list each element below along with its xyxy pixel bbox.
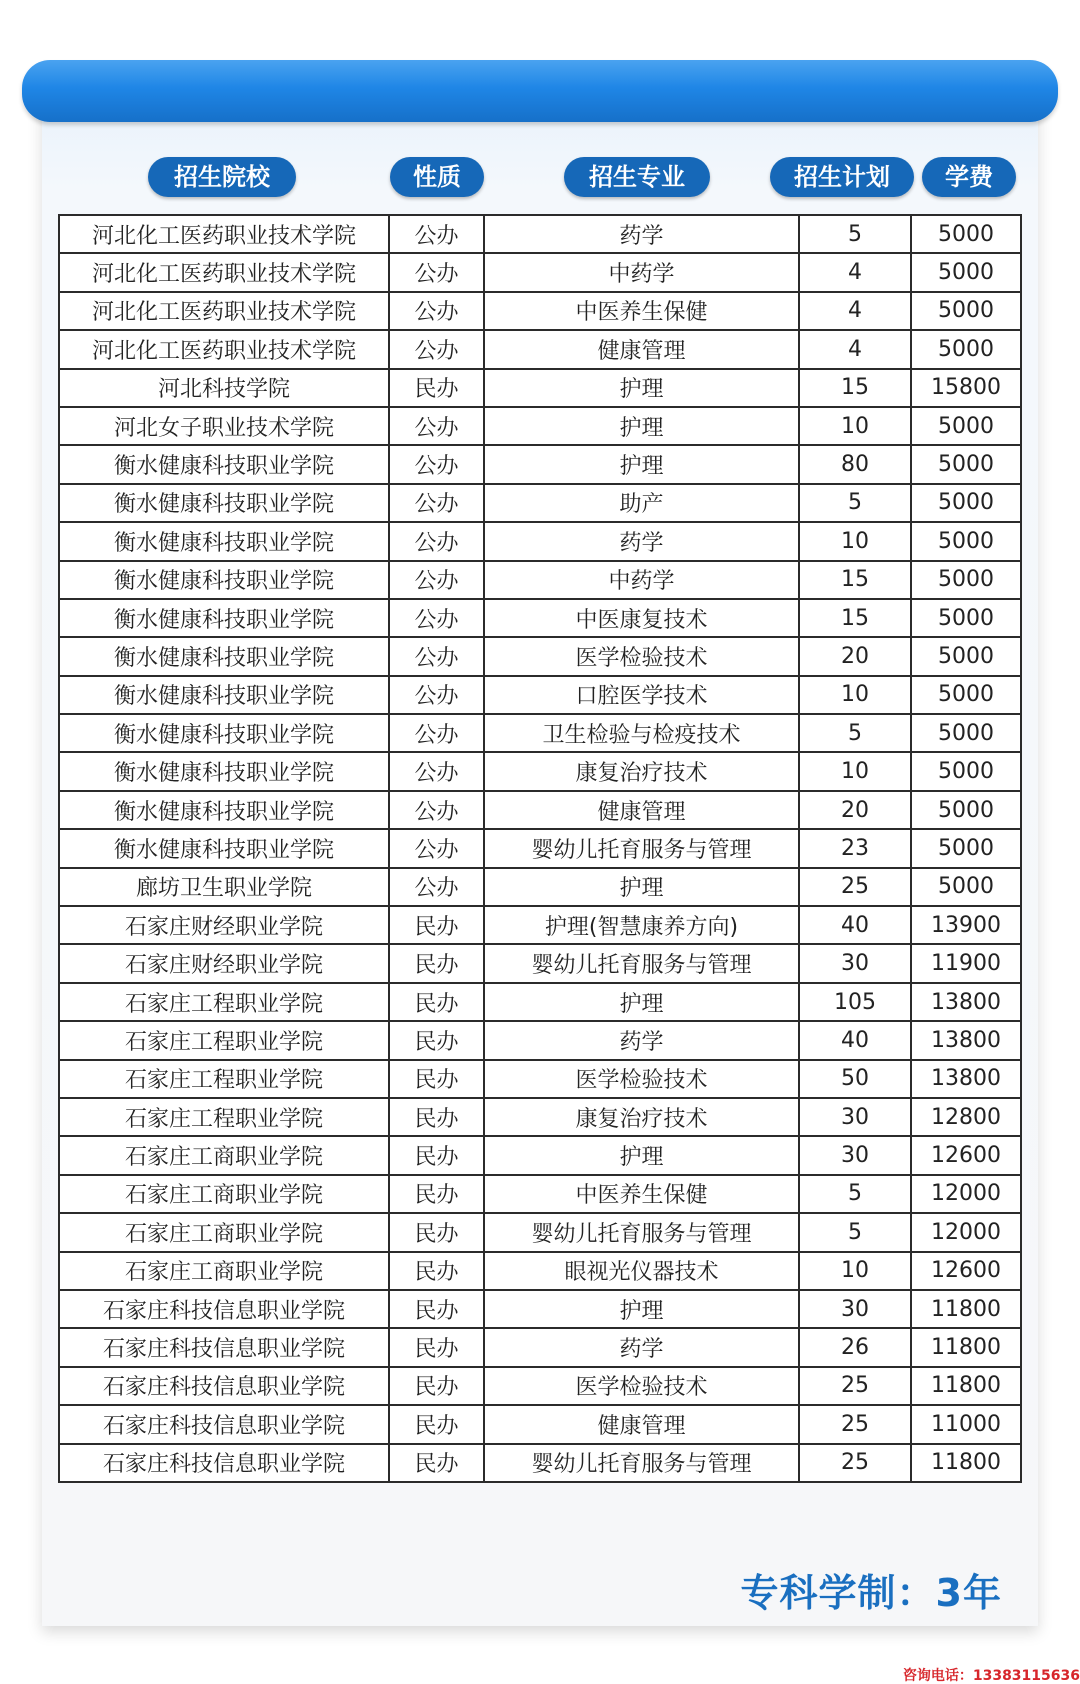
cell-fee: 5000 [911,407,1021,445]
cell-major: 中医养生保健 [484,292,799,330]
cell-type: 公办 [389,215,484,253]
program-duration-note: 专科学制：3年 [740,1571,1002,1615]
cell-fee: 12600 [911,1252,1021,1290]
cell-school: 衡水健康科技职业学院 [59,445,389,483]
cell-plan: 30 [799,1136,911,1174]
cell-type: 民办 [389,1175,484,1213]
cell-type: 民办 [389,369,484,407]
top-banner-bar [22,60,1058,122]
cell-plan: 30 [799,1098,911,1136]
cell-fee: 11800 [911,1367,1021,1405]
table-row [59,599,1021,637]
cell-fee: 5000 [911,292,1021,330]
cell-plan: 20 [799,791,911,829]
table-row [59,983,1021,1021]
cell-type: 公办 [389,253,484,291]
cell-plan: 10 [799,407,911,445]
cell-fee: 13800 [911,1021,1021,1059]
cell-plan: 15 [799,561,911,599]
enrollment-table-body [59,215,1021,1482]
cell-plan: 5 [799,215,911,253]
table-row [59,1060,1021,1098]
contact-phone-watermark: 咨询电话：13383115636 [902,1668,1080,1684]
header-fee: 学费 [922,157,1016,197]
cell-fee: 12800 [911,1098,1021,1136]
cell-school: 石家庄工商职业学院 [59,1175,389,1213]
cell-school: 石家庄工程职业学院 [59,983,389,1021]
cell-type: 民办 [389,1098,484,1136]
cell-plan: 50 [799,1060,911,1098]
cell-plan: 15 [799,369,911,407]
cell-plan: 105 [799,983,911,1021]
cell-school: 石家庄财经职业学院 [59,906,389,944]
cell-fee: 5000 [911,599,1021,637]
cell-fee: 11900 [911,944,1021,982]
cell-major: 婴幼儿托育服务与管理 [484,1213,799,1251]
cell-type: 公办 [389,791,484,829]
cell-school: 衡水健康科技职业学院 [59,791,389,829]
cell-major: 婴幼儿托育服务与管理 [484,829,799,867]
cell-plan: 5 [799,484,911,522]
cell-major: 中医养生保健 [484,1175,799,1213]
cell-major: 健康管理 [484,330,799,368]
cell-major: 护理 [484,445,799,483]
cell-type: 公办 [389,330,484,368]
cell-school: 石家庄工商职业学院 [59,1213,389,1251]
cell-school: 河北化工医药职业技术学院 [59,215,389,253]
cell-type: 民办 [389,906,484,944]
cell-school: 衡水健康科技职业学院 [59,484,389,522]
table-row [59,1252,1021,1290]
table-row [59,1021,1021,1059]
cell-school: 河北女子职业技术学院 [59,407,389,445]
cell-plan: 10 [799,752,911,790]
cell-type: 公办 [389,752,484,790]
cell-school: 廊坊卫生职业学院 [59,868,389,906]
cell-fee: 5000 [911,637,1021,675]
cell-type: 公办 [389,407,484,445]
cell-major: 医学检验技术 [484,1060,799,1098]
cell-type: 公办 [389,714,484,752]
cell-fee: 5000 [911,868,1021,906]
cell-type: 公办 [389,599,484,637]
cell-major: 护理 [484,407,799,445]
cell-type: 民办 [389,1328,484,1366]
cell-type: 民办 [389,1405,484,1443]
cell-fee: 13800 [911,1060,1021,1098]
cell-school: 石家庄工程职业学院 [59,1060,389,1098]
cell-major: 药学 [484,215,799,253]
cell-school: 衡水健康科技职业学院 [59,752,389,790]
table-row [59,868,1021,906]
cell-major: 药学 [484,1328,799,1366]
cell-fee: 5000 [911,829,1021,867]
cell-fee: 13800 [911,983,1021,1021]
cell-school: 石家庄工程职业学院 [59,1021,389,1059]
table-row [59,407,1021,445]
cell-type: 民办 [389,1367,484,1405]
table-row [59,752,1021,790]
cell-school: 衡水健康科技职业学院 [59,829,389,867]
table-row [59,561,1021,599]
cell-plan: 40 [799,906,911,944]
cell-fee: 11800 [911,1290,1021,1328]
cell-fee: 5000 [911,522,1021,560]
cell-school: 石家庄科技信息职业学院 [59,1328,389,1366]
cell-type: 公办 [389,292,484,330]
table-row [59,292,1021,330]
table-row [59,1098,1021,1136]
table-row [59,369,1021,407]
cell-type: 公办 [389,637,484,675]
table-row [59,215,1021,253]
cell-major: 婴幼儿托育服务与管理 [484,944,799,982]
cell-fee: 5000 [911,484,1021,522]
table-row [59,253,1021,291]
cell-plan: 4 [799,292,911,330]
table-row [59,637,1021,675]
cell-school: 衡水健康科技职业学院 [59,599,389,637]
cell-fee: 5000 [911,445,1021,483]
cell-plan: 30 [799,1290,911,1328]
table-row [59,1290,1021,1328]
cell-school: 衡水健康科技职业学院 [59,637,389,675]
table-row [59,944,1021,982]
cell-type: 公办 [389,829,484,867]
table-row [59,484,1021,522]
cell-major: 护理 [484,868,799,906]
table-row [59,791,1021,829]
table-row [59,1328,1021,1366]
cell-fee: 12000 [911,1213,1021,1251]
cell-type: 公办 [389,676,484,714]
cell-major: 健康管理 [484,1405,799,1443]
cell-plan: 5 [799,1175,911,1213]
cell-school: 衡水健康科技职业学院 [59,714,389,752]
cell-plan: 25 [799,1405,911,1443]
cell-type: 民办 [389,944,484,982]
header-plan: 招生计划 [770,157,914,197]
cell-plan: 10 [799,1252,911,1290]
cell-school: 石家庄科技信息职业学院 [59,1367,389,1405]
table-row [59,1367,1021,1405]
cell-type: 民办 [389,1444,484,1482]
cell-major: 护理 [484,1290,799,1328]
cell-plan: 10 [799,522,911,560]
cell-school: 衡水健康科技职业学院 [59,522,389,560]
cell-major: 康复治疗技术 [484,752,799,790]
cell-plan: 15 [799,599,911,637]
cell-plan: 20 [799,637,911,675]
cell-fee: 12000 [911,1175,1021,1213]
cell-fee: 5000 [911,791,1021,829]
cell-plan: 26 [799,1328,911,1366]
cell-major: 护理(智慧康养方向) [484,906,799,944]
cell-fee: 5000 [911,253,1021,291]
cell-plan: 40 [799,1021,911,1059]
header-type: 性质 [390,157,484,197]
cell-major: 护理 [484,1136,799,1174]
cell-plan: 25 [799,1367,911,1405]
cell-fee: 5000 [911,714,1021,752]
cell-major: 康复治疗技术 [484,1098,799,1136]
cell-fee: 13900 [911,906,1021,944]
cell-type: 民办 [389,1290,484,1328]
cell-major: 药学 [484,522,799,560]
enrollment-table [58,214,1022,1483]
cell-plan: 25 [799,1444,911,1482]
table-row [59,330,1021,368]
table-row [59,906,1021,944]
cell-school: 石家庄工程职业学院 [59,1098,389,1136]
cell-fee: 5000 [911,676,1021,714]
cell-type: 民办 [389,983,484,1021]
cell-type: 民办 [389,1252,484,1290]
cell-plan: 10 [799,676,911,714]
cell-plan: 25 [799,868,911,906]
cell-plan: 4 [799,253,911,291]
cell-type: 民办 [389,1060,484,1098]
table-row [59,714,1021,752]
cell-major: 医学检验技术 [484,637,799,675]
cell-school: 河北化工医药职业技术学院 [59,253,389,291]
cell-fee: 11800 [911,1444,1021,1482]
cell-school: 石家庄科技信息职业学院 [59,1405,389,1443]
cell-major: 护理 [484,983,799,1021]
header-school: 招生院校 [148,157,296,197]
cell-plan: 5 [799,714,911,752]
cell-type: 公办 [389,522,484,560]
cell-major: 中药学 [484,561,799,599]
cell-school: 衡水健康科技职业学院 [59,676,389,714]
cell-school: 石家庄工商职业学院 [59,1252,389,1290]
cell-school: 河北化工医药职业技术学院 [59,330,389,368]
table-row [59,445,1021,483]
cell-plan: 30 [799,944,911,982]
cell-fee: 15800 [911,369,1021,407]
cell-plan: 23 [799,829,911,867]
cell-major: 药学 [484,1021,799,1059]
cell-type: 公办 [389,561,484,599]
cell-school: 河北化工医药职业技术学院 [59,292,389,330]
cell-school: 石家庄财经职业学院 [59,944,389,982]
table-row [59,1405,1021,1443]
cell-major: 中药学 [484,253,799,291]
cell-type: 民办 [389,1213,484,1251]
cell-major: 卫生检验与检疫技术 [484,714,799,752]
cell-fee: 12600 [911,1136,1021,1174]
cell-plan: 5 [799,1213,911,1251]
cell-type: 民办 [389,1021,484,1059]
table-row [59,829,1021,867]
cell-school: 石家庄科技信息职业学院 [59,1444,389,1482]
cell-major: 护理 [484,369,799,407]
cell-type: 公办 [389,868,484,906]
cell-major: 医学检验技术 [484,1367,799,1405]
cell-school: 衡水健康科技职业学院 [59,561,389,599]
cell-major: 口腔医学技术 [484,676,799,714]
cell-school: 石家庄科技信息职业学院 [59,1290,389,1328]
table-row [59,1136,1021,1174]
cell-type: 公办 [389,445,484,483]
cell-fee: 11800 [911,1328,1021,1366]
table-row [59,676,1021,714]
table-row [59,1213,1021,1251]
cell-fee: 5000 [911,561,1021,599]
cell-type: 公办 [389,484,484,522]
cell-plan: 4 [799,330,911,368]
cell-plan: 80 [799,445,911,483]
cell-major: 助产 [484,484,799,522]
cell-school: 河北科技学院 [59,369,389,407]
table-row [59,1175,1021,1213]
cell-school: 石家庄工商职业学院 [59,1136,389,1174]
header-major: 招生专业 [564,157,710,197]
table-row [59,1444,1021,1482]
cell-fee: 5000 [911,752,1021,790]
cell-major: 婴幼儿托育服务与管理 [484,1444,799,1482]
table-header-row [0,157,1080,199]
cell-major: 健康管理 [484,791,799,829]
cell-major: 眼视光仪器技术 [484,1252,799,1290]
cell-fee: 5000 [911,215,1021,253]
cell-fee: 5000 [911,330,1021,368]
cell-major: 中医康复技术 [484,599,799,637]
cell-fee: 11000 [911,1405,1021,1443]
cell-type: 民办 [389,1136,484,1174]
table-row [59,522,1021,560]
